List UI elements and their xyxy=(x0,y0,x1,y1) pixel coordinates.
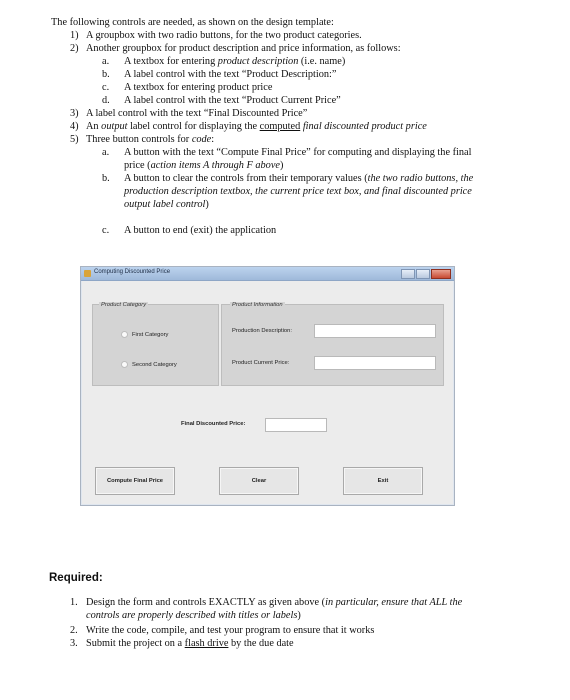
form-title: Computing Discounted Price xyxy=(94,269,171,275)
item-5b-line2: production description textbox, the current price text box, and final discounted price xyxy=(124,186,472,197)
item-5a-line1: A button with the text “Compute Final Price” for computing and displaying the final xyxy=(124,147,472,158)
first-category-label: First Category xyxy=(132,331,169,338)
required-1-number: 1. xyxy=(70,597,78,608)
required-heading: Required: xyxy=(49,572,103,584)
intro-text: The following controls are needed, as shown on the design template: xyxy=(51,17,334,28)
item-3-text: A label control with the text “Final Discounted Price” xyxy=(86,108,308,119)
final-discounted-price-label: Final Discounted Price: xyxy=(181,421,246,427)
item-4-number: 4) xyxy=(70,121,79,132)
required-3-number: 3. xyxy=(70,638,78,649)
second-category-label: Second Category xyxy=(132,361,177,368)
item-2a-number: a. xyxy=(102,56,110,67)
item-2b-number: b. xyxy=(102,69,110,80)
item-4-text: An output label control for displaying the computed final discounted product price xyxy=(86,121,427,132)
product-category-groupbox xyxy=(92,304,219,386)
final-price-output-label xyxy=(265,418,327,432)
required-1-line1: Design the form and controls EXACTLY as given above (in particular, ensure that ALL the xyxy=(86,597,463,608)
maximize-icon xyxy=(416,269,430,279)
minimize-icon xyxy=(401,269,415,279)
close-icon xyxy=(431,269,451,279)
item-2c-text: A textbox for entering product price xyxy=(124,82,273,93)
item-5c-text: A button to end (exit) the application xyxy=(124,225,277,236)
app-icon xyxy=(84,270,91,277)
item-2d-number: d. xyxy=(102,95,110,106)
item-5b-number: b. xyxy=(102,173,110,184)
product-description-textbox xyxy=(314,324,436,338)
item-2-text: Another groupbox for product description and price information, as follows: xyxy=(86,43,401,54)
item-5a-line2: price (action items A through F above) xyxy=(124,160,284,171)
compute-final-price-button: Compute Final Price xyxy=(95,467,175,495)
item-2c-number: c. xyxy=(102,82,110,93)
item-5b-line1: A button to clear the controls from their temporary values (the two radio buttons, the xyxy=(124,173,474,184)
item-5-number: 5) xyxy=(70,134,79,145)
product-current-price-label: Product Current Price: xyxy=(232,360,290,366)
second-category-radio xyxy=(121,361,177,368)
item-5c-number: c. xyxy=(102,225,110,236)
radio-circle-icon xyxy=(121,331,128,338)
product-price-textbox xyxy=(314,356,436,370)
required-3-text: Submit the project on a flash drive by the due date xyxy=(86,638,294,649)
item-1-number: 1) xyxy=(70,30,79,41)
product-information-title: Product Information xyxy=(232,302,283,308)
required-1-line2: controls are properly described with titles or labels) xyxy=(86,610,301,621)
first-category-radio xyxy=(121,331,168,338)
product-category-title: Product Category xyxy=(101,302,147,308)
item-3-number: 3) xyxy=(70,108,79,119)
product-description-label: Production Description: xyxy=(232,328,292,334)
product-information-groupbox xyxy=(221,304,444,386)
item-5a-number: a. xyxy=(102,147,110,158)
required-2-text: Write the code, compile, and test your program to ensure that it works xyxy=(86,625,375,636)
required-2-number: 2. xyxy=(70,625,78,636)
item-5b-line3: output label control) xyxy=(124,199,209,210)
exit-button: Exit xyxy=(343,467,423,495)
item-1-text: A groupbox with two radio buttons, for the two product categories. xyxy=(86,30,362,41)
window-controls xyxy=(401,269,451,279)
form-design-template xyxy=(80,266,455,506)
radio-circle-icon xyxy=(121,361,128,368)
flash-drive-link-text: flash drive xyxy=(184,638,229,649)
item-2a-text: A textbox for entering product description (i.e. name) xyxy=(124,56,346,67)
form-titlebar xyxy=(81,267,454,281)
item-2-number: 2) xyxy=(70,43,79,54)
item-2b-text: A label control with the text “Product Description:” xyxy=(124,69,337,80)
item-5-text: Three button controls for code: xyxy=(86,134,215,145)
item-2d-text: A label control with the text “Product Current Price” xyxy=(124,95,341,106)
clear-button: Clear xyxy=(219,467,299,495)
